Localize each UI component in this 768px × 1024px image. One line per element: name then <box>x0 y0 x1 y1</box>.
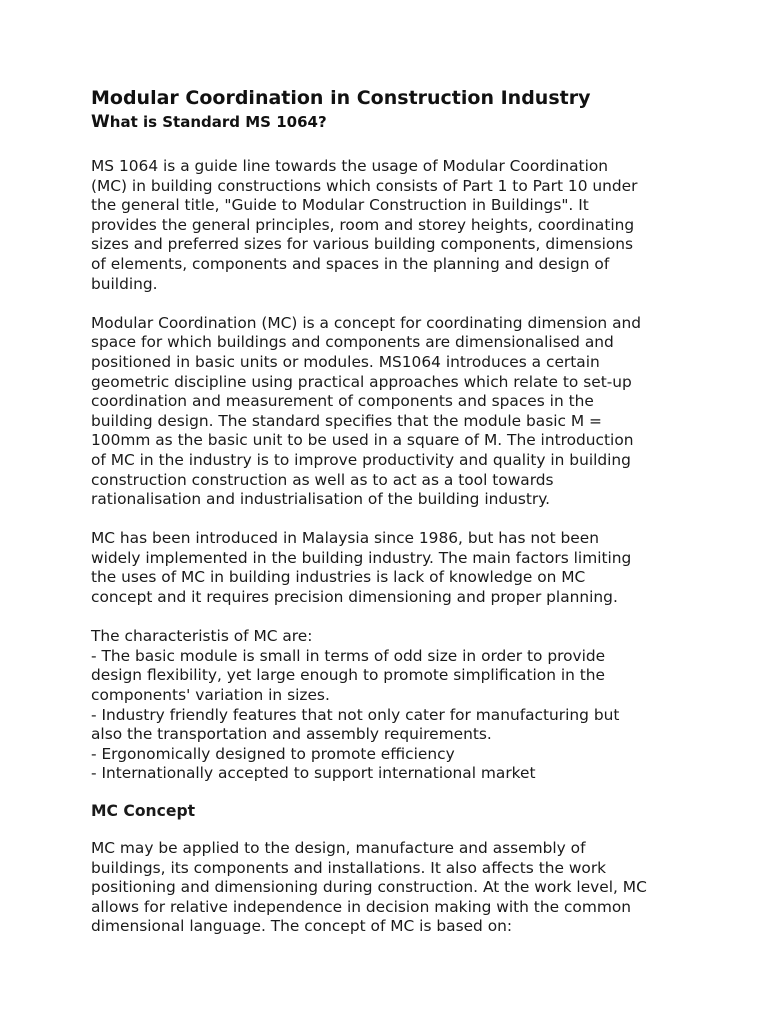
text-line: MC has been introduced in Malaysia since 1986, but has not been <box>91 529 599 548</box>
list-item: - Internationally accepted to support international market <box>91 764 536 783</box>
text-line: positioned in basic units or modules. MS1064 introduces a certain <box>91 352 600 371</box>
document-page <box>91 86 691 937</box>
text-line: building. <box>91 274 158 293</box>
text-line: the general title, "Guide to Modular Construction in Buildings". It <box>91 196 589 215</box>
document-subtitle <box>91 112 691 132</box>
text-line: design flexibility, yet large enough to promote simplification in the <box>91 666 606 685</box>
paragraph-mc-definition <box>91 314 691 510</box>
document-title: Modular Coordination in Construction Industry <box>91 87 591 109</box>
text-line: sizes and preferred sizes for various building components, dimensions <box>91 235 634 254</box>
list-item: - Ergonomically designed to promote efficiency <box>91 744 455 763</box>
text-line: Modular Coordination (MC) is a concept for coordinating dimension and <box>91 313 642 332</box>
text-line: building design. The standard specifies that the module basic M = <box>91 411 602 430</box>
text-line: MC may be applied to the design, manufacture and assembly of <box>91 839 586 857</box>
text-line: buildings, its components and installations. It also affects the work <box>91 858 607 877</box>
paragraph-mc-characteristics <box>91 627 691 784</box>
paragraph-mc-concept <box>91 839 691 937</box>
subtitle-rest: hat is Standard MS 1064? <box>109 113 327 131</box>
text-line: MS 1064 is a guide line towards the usage of Modular Coordination <box>91 157 609 175</box>
text-line: the uses of MC in building industries is lack of knowledge on MC <box>91 568 586 587</box>
text-line: coordination and measurement of components and spaces in the <box>91 392 594 411</box>
section-heading-mc-concept: MC Concept <box>91 802 196 820</box>
text-line: dimensional language. The concept of MC is based on: <box>91 917 513 936</box>
text-line: also the transportation and assembly requirements. <box>91 725 492 744</box>
list-item: - Industry friendly features that not only cater for manufacturing but <box>91 705 620 724</box>
text-line: provides the general principles, room and storey heights, coordinating <box>91 215 635 234</box>
text-line: The characteristis of MC are: <box>91 627 313 646</box>
text-line: (MC) in building constructions which consists of Part 1 to Part 10 under <box>91 176 638 195</box>
text-line: allows for relative independence in decision making with the common <box>91 897 631 916</box>
list-item: - The basic module is small in terms of odd size in order to provide <box>91 646 606 665</box>
text-line: of elements, components and spaces in the planning and design of <box>91 254 610 273</box>
paragraph-mc-malaysia <box>91 529 691 607</box>
subtitle-lead-letter: W <box>91 112 110 132</box>
text-line: widely implemented in the building industry. The main factors limiting <box>91 548 632 567</box>
text-line: positioning and dimensioning during construction. At the work level, MC <box>91 878 647 897</box>
text-line: of MC in the industry is to improve productivity and quality in building <box>91 450 631 469</box>
text-line: 100mm as the basic unit to be used in a square of M. The introduction <box>91 431 634 450</box>
text-line: space for which buildings and components are dimensionalised and <box>91 333 614 352</box>
text-line: concept and it requires precision dimensioning and proper planning. <box>91 588 618 607</box>
paragraph-ms1064 <box>91 157 691 294</box>
text-line: components' variation in sizes. <box>91 686 330 705</box>
text-line: geometric discipline using practical approaches which relate to set-up <box>91 372 632 391</box>
text-line: construction construction as well as to act as a tool towards <box>91 470 554 489</box>
text-line: rationalisation and industrialisation of the building industry. <box>91 490 551 509</box>
